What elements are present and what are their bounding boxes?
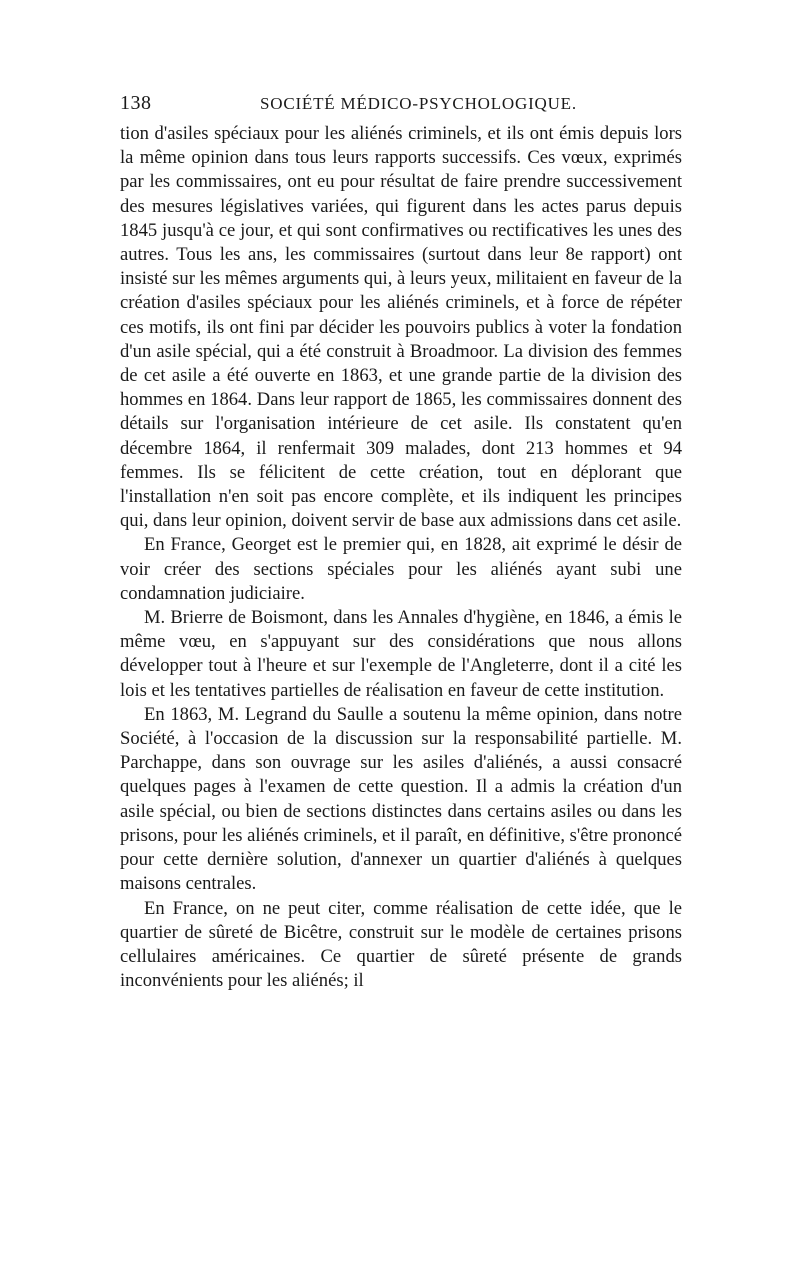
paragraph-continuation: tion d'asiles spéciaux pour les aliénés criminels, et ils ont émis depuis lors la même opinion dans tous leurs rapports successifs. Ces vœux, exprimés par les commissaires, ont eu pour résultat de faire prendre successivement des mesures législatives variées, qui figurent dans les actes parus depuis 1845 jusqu'à ce jour, et qui sont confirmatives ou rectificatives les unes des autres. Tous les ans, les commissaires (surtout dans leur 8e rapport) ont insisté sur les mêmes arguments qui, à leurs yeux, militaient en faveur de la création d'asiles spéciaux pour les aliénés criminels, et à force de répéter ces motifs, ils ont fini par décider les pouvoirs publics à voter la fondation d'un asile spécial, qui a été construit à Broadmoor. La division des femmes de cet asile a été ouverte en 1863, et une grande partie de la division des hommes en 1864. Dans leur rapport de 1865, les commissaires donnent des détails sur l'organisation intérieure de cet asile. Ils constatent qu'en décembre 1864, il renfermait 309 malades, dont 213 hommes et 94 femmes. Ils se félicitent de cette création, tout en déplorant que l'installation n'en soit pas encore complète, et ils indiquent les principes qui, dans leur opinion, doivent servir de base aux admissions dans cet asile.: [120, 123, 682, 532]
paragraph-legrand: En 1863, M. Legrand du Saulle a soutenu la même opinion, dans notre Société, à l'occasion de la discussion sur la responsabilité partielle. M. Parchappe, dans son ouvrage sur les asiles d'aliénés, a aussi consacré quelques pages à l'examen de cette question. Il a admis la création d'un asile spécial, ou bien de sections distinctes dans certains asiles ou dans les prisons, pour les aliénés criminels, et il paraît, en définitive, s'être prononcé pour cette dernière solution, d'annexer un quartier d'aliénés à quelques maisons centrales.: [120, 703, 682, 895]
paragraph-brierre: M. Brierre de Boismont, dans les Annales d'hygiène, en 1846, a émis le même vœu, en s'appuyant sur des considérations que nous allons développer tout à l'heure et sur l'exemple de l'Angleterre, dont il a cité les lois et les tentatives partielles de réalisation en faveur de cette institution.: [120, 607, 682, 701]
paragraph-bicetre: En France, on ne peut citer, comme réalisation de cette idée, que le quartier de sûreté de Bicêtre, construit sur le modèle de certaines prisons cellulaires américaines. Ce quartier de sûreté présente de grands inconvénients pour les aliénés; il: [120, 897, 682, 992]
journal-title: SOCIÉTÉ MÉDICO-PSYCHOLOGIQUE.: [260, 94, 577, 113]
body-text: [120, 122, 682, 993]
page-number: 138: [120, 92, 152, 114]
running-head: [120, 88, 682, 118]
paragraph-georget: En France, Georget est le premier qui, en 1828, ait exprimé le désir de voir créer des sections spéciales pour les aliénés ayant subi une condamnation judiciaire.: [120, 534, 682, 604]
book-page: [120, 88, 682, 993]
